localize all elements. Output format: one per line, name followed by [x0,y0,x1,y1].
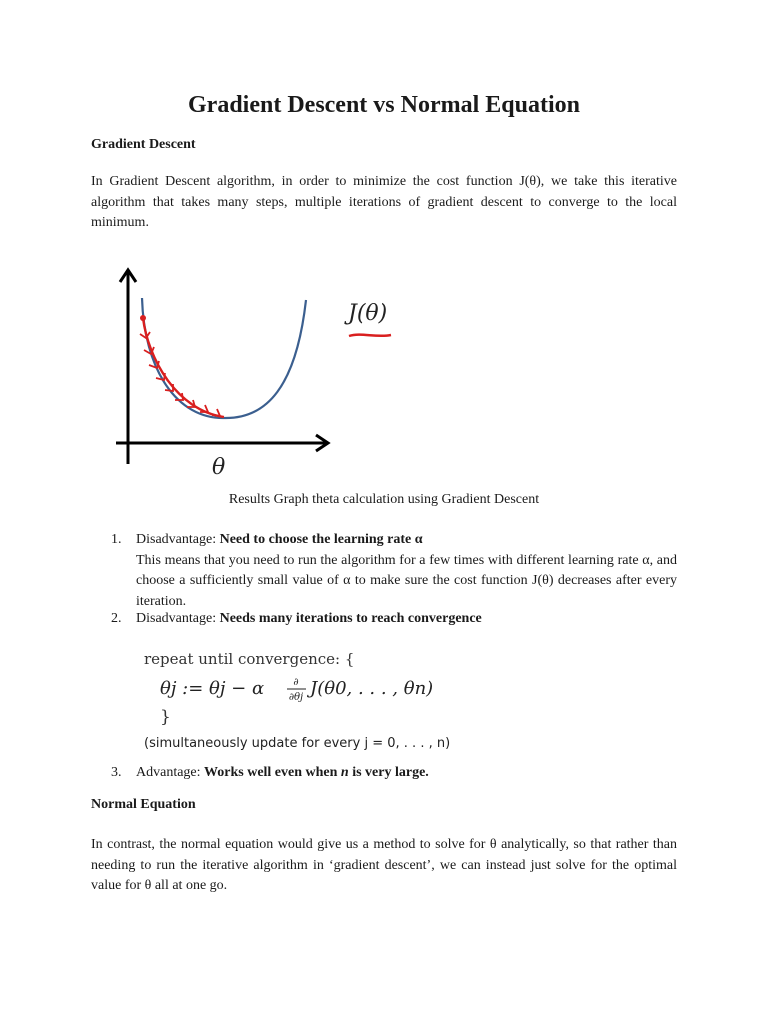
list-prefix: Disadvantage: [136,611,217,626]
equation-line-repeat: repeat until convergence: { [144,650,355,668]
descent-step-markers [140,332,220,416]
update-rule-equation [140,640,460,756]
cost-curve [142,298,306,418]
label-underline [349,335,391,336]
update-rule-svg [140,640,460,756]
gradient-descent-paragraph: In Gradient Descent algorithm, in order to minimize the cost function J(θ), we take this iterative algorithm that takes many steps, multiple iterations of gradient descent to converge to the local minimum. [91,174,677,230]
list-item-2 [91,609,677,631]
section-heading-gradient-descent: Gradient Descent [91,137,196,152]
list-prefix: Advantage: [136,765,201,780]
equation-line-update: (simultaneously update for every j = 0, . . . , n) [144,736,451,751]
list-emphasis-tail: is very large. [352,765,429,780]
list-item-3 [91,763,677,785]
list-emphasis: Needs many iterations to reach convergence [219,611,482,626]
page-title: Gradient Descent vs Normal Equation [188,92,580,118]
list-number: 1. [111,532,122,547]
list-item-1 [91,530,677,612]
list-prefix: Disadvantage: [136,532,217,547]
start-point [140,315,146,321]
list-emphasis: Works well even when [204,765,338,780]
cost-function-label: J(θ) [348,301,388,326]
list-number: 3. [111,765,122,780]
gradient-descent-graph [116,248,406,484]
theta-axis-label: θ [212,455,226,480]
list-emphasis-italic: n [340,765,349,780]
list-detail: This means that you need to run the algorithm for a few times with different learning rate α, and choose a sufficiently small value of α to make sure the cost function J(θ) decreases after every iteration. [136,552,677,609]
equation-line-close: } [160,707,171,727]
equation-rhs: J(θ0, . . . , θn) [310,678,434,699]
gradient-descent-graph-svg [116,248,406,484]
section-heading-normal-equation: Normal Equation [91,797,196,812]
list-number: 2. [111,611,122,626]
figure-caption: Results Graph theta calculation using Gradient Descent [228,492,540,507]
normal-equation-paragraph: In contrast, the normal equation would give us a method to solve for θ analytically, so that rather than needing to run the iterative algorithm in ‘gradient descent’, we can instead just solve for the optimal value for θ all at one go. [91,837,677,893]
equation-lhs: θj := θj − α [160,678,265,699]
equation-fraction-bottom: ∂θj [288,692,304,703]
equation-fraction-top: ∂ [293,677,299,688]
list-emphasis: Need to choose the learning rate α [219,532,423,547]
